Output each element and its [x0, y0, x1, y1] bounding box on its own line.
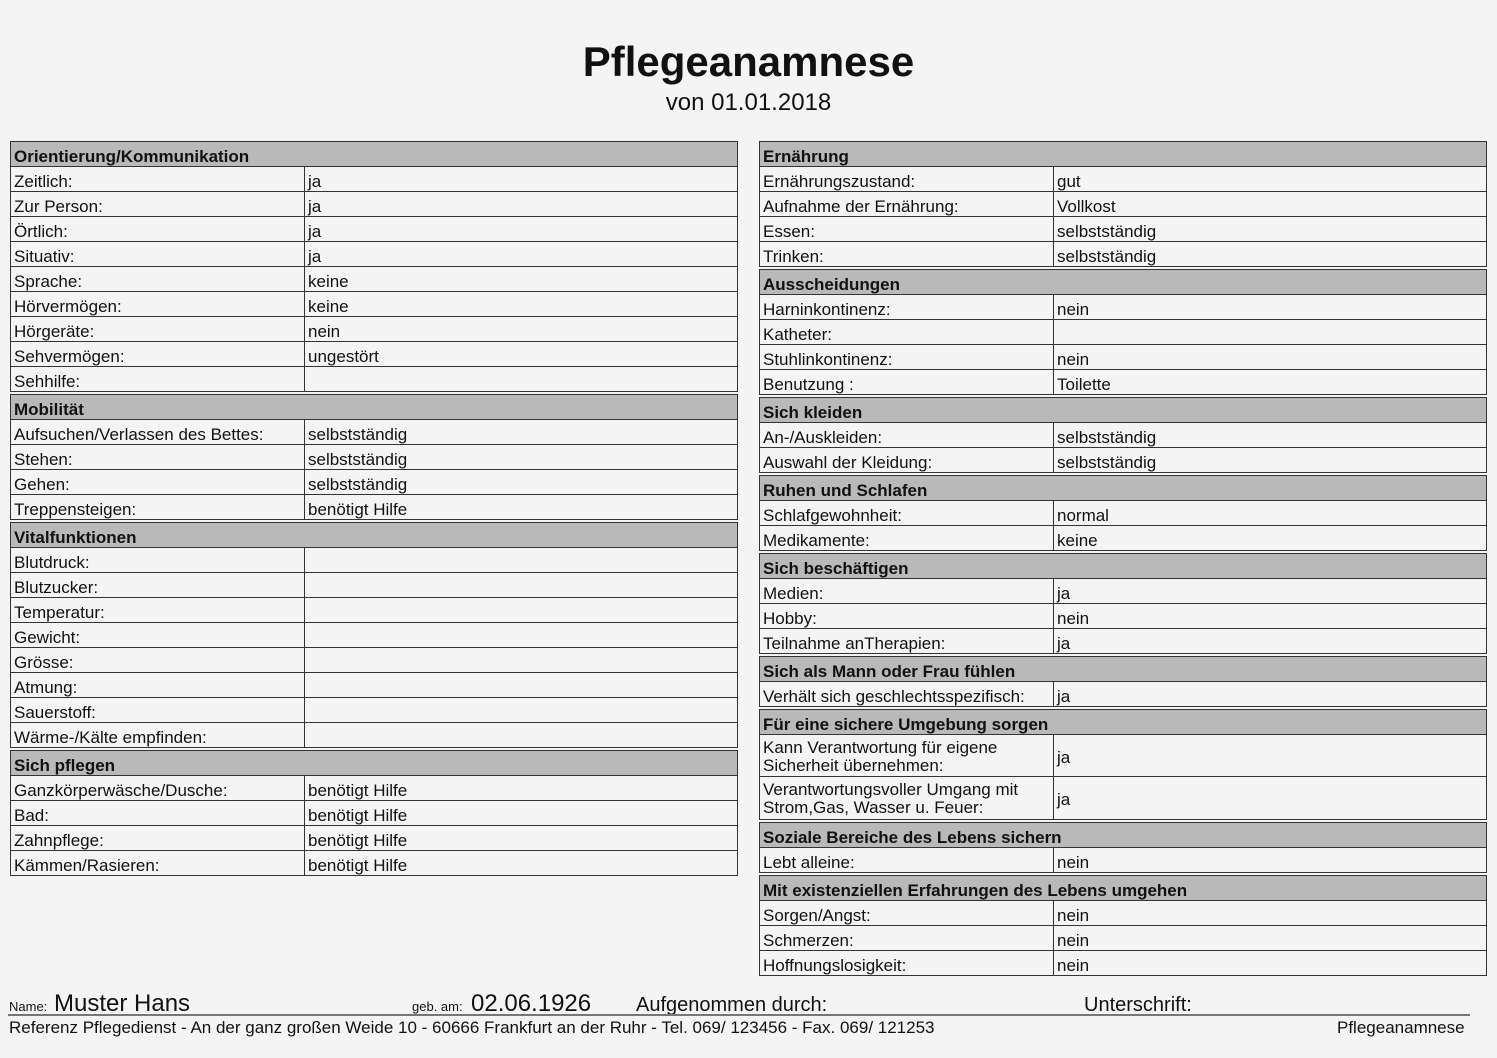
field-value[interactable] — [305, 698, 737, 722]
field-value[interactable]: nein — [1057, 609, 1090, 628]
field-label: Gewicht: — [11, 623, 305, 647]
form-row — [11, 267, 737, 292]
form-row — [11, 242, 737, 267]
field-label: Aufnahme der Ernährung: — [760, 192, 1054, 216]
field-label: Kämmen/Rasieren: — [11, 851, 305, 875]
field-label: Stehen: — [11, 445, 305, 469]
form-row — [11, 445, 737, 470]
section-header: Sich kleiden — [760, 398, 1486, 423]
form-row — [11, 342, 737, 367]
form-row — [11, 801, 737, 826]
form-row — [11, 367, 737, 391]
field-label: Atmung: — [11, 673, 305, 697]
field-value[interactable]: nein — [1057, 300, 1090, 319]
field-value[interactable]: nein — [1057, 906, 1090, 925]
field-value[interactable]: ja — [1057, 790, 1071, 809]
field-value[interactable]: selbstständig — [308, 450, 408, 469]
form-row — [11, 776, 737, 801]
field-value[interactable]: ungestört — [308, 347, 379, 366]
form-row — [760, 526, 1486, 550]
field-label: Blutzucker: — [11, 573, 305, 597]
field-value[interactable]: benötigt Hilfe — [308, 781, 408, 800]
form-row — [760, 295, 1486, 320]
field-label: Sehhilfe: — [11, 367, 305, 391]
field-label: Sauerstoff: — [11, 698, 305, 722]
form-section — [759, 822, 1487, 873]
form-row — [760, 901, 1486, 926]
form-row — [760, 926, 1486, 951]
field-value[interactable]: nein — [1057, 350, 1090, 369]
field-label: Zahnpflege: — [11, 826, 305, 850]
section-header: Vitalfunktionen — [11, 523, 737, 548]
form-row — [760, 682, 1486, 706]
field-label: Aufsuchen/Verlassen des Bettes: — [11, 420, 305, 444]
form-row — [760, 629, 1486, 653]
section-header: Orientierung/Kommunikation — [11, 142, 737, 167]
form-section — [10, 141, 738, 392]
section-header: Sich als Mann oder Frau fühlen — [760, 657, 1486, 682]
form-row — [760, 951, 1486, 975]
field-label: Gehen: — [11, 470, 305, 494]
field-value[interactable]: nein — [1057, 931, 1090, 950]
field-value[interactable]: ja — [1057, 687, 1071, 706]
field-value[interactable]: keine — [308, 297, 349, 316]
field-label: Hörvermögen: — [11, 292, 305, 316]
field-value[interactable]: benötigt Hilfe — [308, 500, 408, 519]
form-row — [11, 495, 737, 519]
field-value[interactable]: gut — [1057, 172, 1081, 191]
field-value[interactable]: Vollkost — [1057, 197, 1116, 216]
form-row — [760, 501, 1486, 526]
field-value[interactable]: nein — [308, 322, 341, 341]
form-row — [760, 370, 1486, 394]
field-label: Grösse: — [11, 648, 305, 672]
form-section — [10, 522, 738, 748]
form-row — [11, 851, 737, 875]
field-label: Zeitlich: — [11, 167, 305, 191]
field-value[interactable]: benötigt Hilfe — [308, 856, 408, 875]
form-row — [11, 598, 737, 623]
field-value[interactable] — [305, 648, 737, 672]
section-header: Ausscheidungen — [760, 270, 1486, 295]
field-label: Wärme-/Kälte empfinden: — [11, 723, 305, 747]
field-value[interactable]: ja — [308, 247, 322, 266]
field-value[interactable] — [305, 573, 737, 597]
field-label: Sorgen/Angst: — [760, 901, 1054, 925]
form-section — [759, 709, 1487, 820]
field-label: Treppensteigen: — [11, 495, 305, 519]
field-value[interactable]: selbstständig — [308, 475, 408, 494]
field-label: Blutdruck: — [11, 548, 305, 572]
form-row — [760, 320, 1486, 345]
field-label: Verhält sich geschlechtsspezifisch: — [760, 682, 1054, 706]
field-value[interactable]: nein — [1057, 853, 1090, 872]
form-row — [760, 217, 1486, 242]
signature-label: Unterschrift: — [1084, 994, 1192, 1016]
field-value[interactable]: keine — [308, 272, 349, 291]
field-label: Örtlich: — [11, 217, 305, 241]
field-value[interactable]: selbstständig — [1057, 247, 1157, 266]
field-label: Lebt alleine: — [760, 848, 1054, 872]
form-row — [11, 698, 737, 723]
form-row — [11, 548, 737, 573]
form-row — [760, 604, 1486, 629]
form-row — [11, 470, 737, 495]
form-row — [11, 317, 737, 342]
section-header: Ernährung — [760, 142, 1486, 167]
form-row — [11, 217, 737, 242]
field-value[interactable]: selbstständig — [1057, 453, 1157, 472]
field-value[interactable]: ja — [1057, 584, 1071, 603]
field-value[interactable] — [305, 673, 737, 697]
field-label: Hoffnungslosigkeit: — [760, 951, 1054, 975]
field-value[interactable]: Toilette — [1057, 375, 1111, 394]
field-value[interactable]: benötigt Hilfe — [308, 806, 408, 825]
section-header: Mobilität — [11, 395, 737, 420]
form-section — [759, 475, 1487, 551]
footer-address: Referenz Pflegedienst - An der ganz großen Weide 10 - 60666 Frankfurt an der Ruhr - Tel. 069/ 123456 - Fax. 069/ 121253 — [9, 1018, 935, 1037]
field-value[interactable] — [305, 367, 737, 391]
document-title: Pflegeanamnese — [582, 38, 915, 85]
field-value[interactable]: keine — [1057, 531, 1098, 550]
field-label: Sprache: — [11, 267, 305, 291]
field-label: Katheter: — [760, 320, 1054, 344]
field-label: Medikamente: — [760, 526, 1054, 550]
document-subtitle: von 01.01.2018 — [665, 89, 832, 116]
field-label: Bad: — [11, 801, 305, 825]
field-value[interactable]: ja — [308, 172, 322, 191]
birth-value: 02.06.1926 — [471, 990, 592, 1017]
section-header: Sich beschäftigen — [760, 554, 1486, 579]
form-row — [11, 826, 737, 851]
form-row — [760, 735, 1486, 777]
left-column — [10, 141, 738, 878]
field-label: Teilnahme anTherapien: — [760, 629, 1054, 653]
form-row — [760, 242, 1486, 266]
field-label: Auswahl der Kleidung: — [760, 448, 1054, 472]
field-label: Sehvermögen: — [11, 342, 305, 366]
form-section — [759, 397, 1487, 473]
field-value[interactable]: benötigt Hilfe — [308, 831, 408, 850]
field-value[interactable]: selbstständig — [308, 425, 408, 444]
form-row — [760, 777, 1486, 819]
admitted-by-label: Aufgenommen durch: — [636, 994, 828, 1016]
form-row — [11, 167, 737, 192]
field-value[interactable] — [305, 548, 737, 572]
field-label: Medien: — [760, 579, 1054, 603]
form-section — [759, 656, 1487, 707]
field-label: Zur Person: — [11, 192, 305, 216]
field-value[interactable]: selbstständig — [1057, 428, 1157, 447]
form-row — [760, 192, 1486, 217]
field-label: Kann Verantwortung für eigene Sicherheit übernehmen: — [760, 735, 1054, 776]
section-header: Mit existenziellen Erfahrungen des Lebens umgehen — [760, 876, 1486, 901]
form-row — [760, 848, 1486, 872]
field-value[interactable] — [305, 623, 737, 647]
form-section — [759, 875, 1487, 976]
form-section — [759, 553, 1487, 654]
form-section — [10, 750, 738, 876]
form-row — [760, 448, 1486, 472]
field-value[interactable]: ja — [308, 197, 322, 216]
field-label: Harninkontinenz: — [760, 295, 1054, 319]
field-label: Ganzkörperwäsche/Dusche: — [11, 776, 305, 800]
form-row — [760, 345, 1486, 370]
form-row — [11, 623, 737, 648]
field-label: Hobby: — [760, 604, 1054, 628]
form-row — [11, 648, 737, 673]
name-label: Name: — [9, 999, 48, 1014]
field-value[interactable]: ja — [308, 222, 322, 241]
form-row — [11, 573, 737, 598]
field-label: An-/Auskleiden: — [760, 423, 1054, 447]
form-row — [760, 423, 1486, 448]
name-value: Muster Hans — [54, 990, 191, 1017]
field-label: Schmerzen: — [760, 926, 1054, 950]
field-value[interactable]: normal — [1057, 506, 1109, 525]
field-label: Essen: — [760, 217, 1054, 241]
field-value[interactable] — [305, 598, 737, 622]
field-label: Ernährungszustand: — [760, 167, 1054, 191]
form-row — [11, 723, 737, 747]
section-header: Ruhen und Schlafen — [760, 476, 1486, 501]
form-row — [11, 192, 737, 217]
field-label: Benutzung : — [760, 370, 1054, 394]
section-header: Soziale Bereiche des Lebens sichern — [760, 823, 1486, 848]
field-value[interactable]: ja — [1057, 634, 1071, 653]
section-header: Für eine sichere Umgebung sorgen — [760, 710, 1486, 735]
field-label: Temperatur: — [11, 598, 305, 622]
field-value[interactable] — [305, 723, 737, 747]
field-value[interactable]: nein — [1057, 956, 1090, 975]
field-label: Stuhlinkontinenz: — [760, 345, 1054, 369]
form-row — [11, 673, 737, 698]
field-value[interactable]: ja — [1057, 748, 1071, 767]
field-value[interactable]: selbstständig — [1057, 222, 1157, 241]
right-column — [759, 141, 1487, 978]
footer-divider — [8, 1014, 1470, 1016]
form-row — [11, 292, 737, 317]
field-label: Hörgeräte: — [11, 317, 305, 341]
form-row — [760, 167, 1486, 192]
field-value[interactable] — [1054, 320, 1486, 344]
form-row — [11, 420, 737, 445]
field-label: Situativ: — [11, 242, 305, 266]
section-header: Sich pflegen — [11, 751, 737, 776]
field-label: Schlafgewohnheit: — [760, 501, 1054, 525]
form-row — [760, 579, 1486, 604]
form-section — [759, 141, 1487, 267]
form-section — [10, 394, 738, 520]
form-section — [759, 269, 1487, 395]
field-label: Trinken: — [760, 242, 1054, 266]
birth-label: geb. am: — [412, 999, 463, 1014]
footer-document-name: Pflegeanamnese — [1337, 1018, 1465, 1037]
field-label: Verantwortungsvoller Umgang mit Strom,Gas, Wasser u. Feuer: — [760, 777, 1054, 819]
